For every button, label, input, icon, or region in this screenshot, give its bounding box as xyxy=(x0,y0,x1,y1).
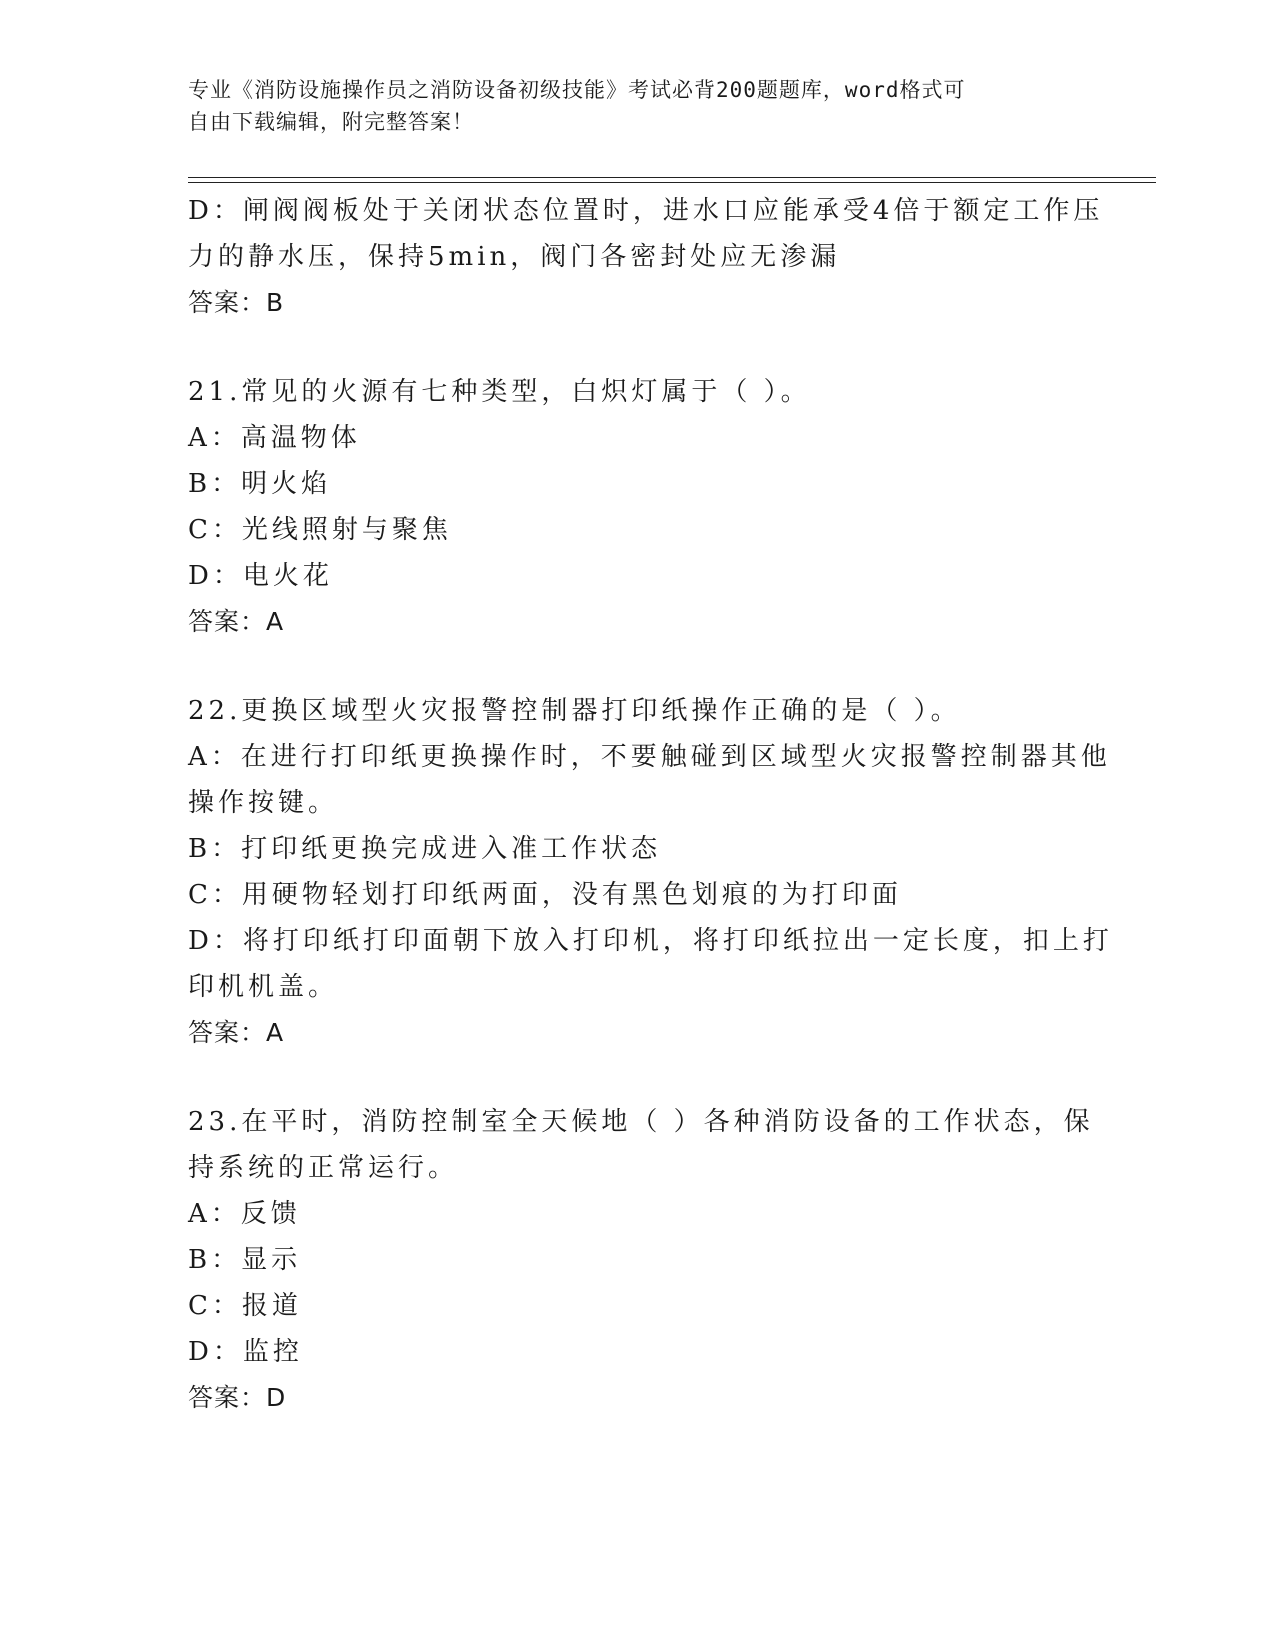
question-stem: 21.常见的火源有七种类型，白炽灯属于（ ）。 xyxy=(188,377,811,407)
answer: 答案：A xyxy=(188,1018,285,1047)
option-c: C：用硬物轻划打印纸两面，没有黑色划痕的为打印面 xyxy=(188,880,902,910)
option-b: B：明火焰 xyxy=(188,469,332,499)
answer: 答案：B xyxy=(188,288,285,317)
option-a: A：反馈 xyxy=(188,1199,301,1229)
question-23 xyxy=(188,1099,1094,1421)
option-a: A：在进行打印纸更换操作时，不要触碰到区域型火灾报警控制器其他 xyxy=(188,742,1111,772)
option-d: D：闸阀阀板处于关闭状态位置时，进水口应能承受4倍于额定工作压 xyxy=(188,196,1104,226)
question-stem: 23.在平时，消防控制室全天候地（ ）各种消防设备的工作状态，保 xyxy=(188,1107,1094,1137)
option-b: B：打印纸更换完成进入准工作状态 xyxy=(188,834,662,864)
option-c: C：光线照射与聚焦 xyxy=(188,515,452,545)
option-c: C：报道 xyxy=(188,1291,302,1321)
question-stem: 22.更换区域型火灾报警控制器打印纸操作正确的是（ ）。 xyxy=(188,696,961,726)
header-rule-top xyxy=(188,177,1156,178)
header-line-2: 自由下载编辑，附完整答案！ xyxy=(188,110,474,134)
header-rule-bottom xyxy=(188,182,1156,183)
question-20-tail xyxy=(188,188,1104,326)
option-d: D：监控 xyxy=(188,1337,303,1367)
header-line-1: 专业《消防设施操作员之消防设备初级技能》考试必背200题题库，word格式可 xyxy=(188,78,966,102)
document-header xyxy=(188,74,1088,138)
answer: 答案：A xyxy=(188,607,285,636)
option-d: D：将打印纸打印面朝下放入打印机，将打印纸拉出一定长度，扣上打 xyxy=(188,926,1113,956)
question-list xyxy=(188,188,1113,1421)
question-22 xyxy=(188,688,1113,1056)
question-stem-cont: 持系统的正常运行。 xyxy=(188,1153,459,1183)
option-d-cont: 印机机盖。 xyxy=(188,972,339,1002)
answer: 答案：D xyxy=(188,1383,287,1412)
question-21 xyxy=(188,369,1088,645)
option-d: D：电火花 xyxy=(188,561,333,591)
option-b: B：显示 xyxy=(188,1245,302,1275)
option-a-cont: 操作按键。 xyxy=(188,788,339,818)
option-d-cont: 力的静水压，保持5min，阀门各密封处应无渗漏 xyxy=(188,242,841,272)
option-a: A：高温物体 xyxy=(188,423,361,453)
